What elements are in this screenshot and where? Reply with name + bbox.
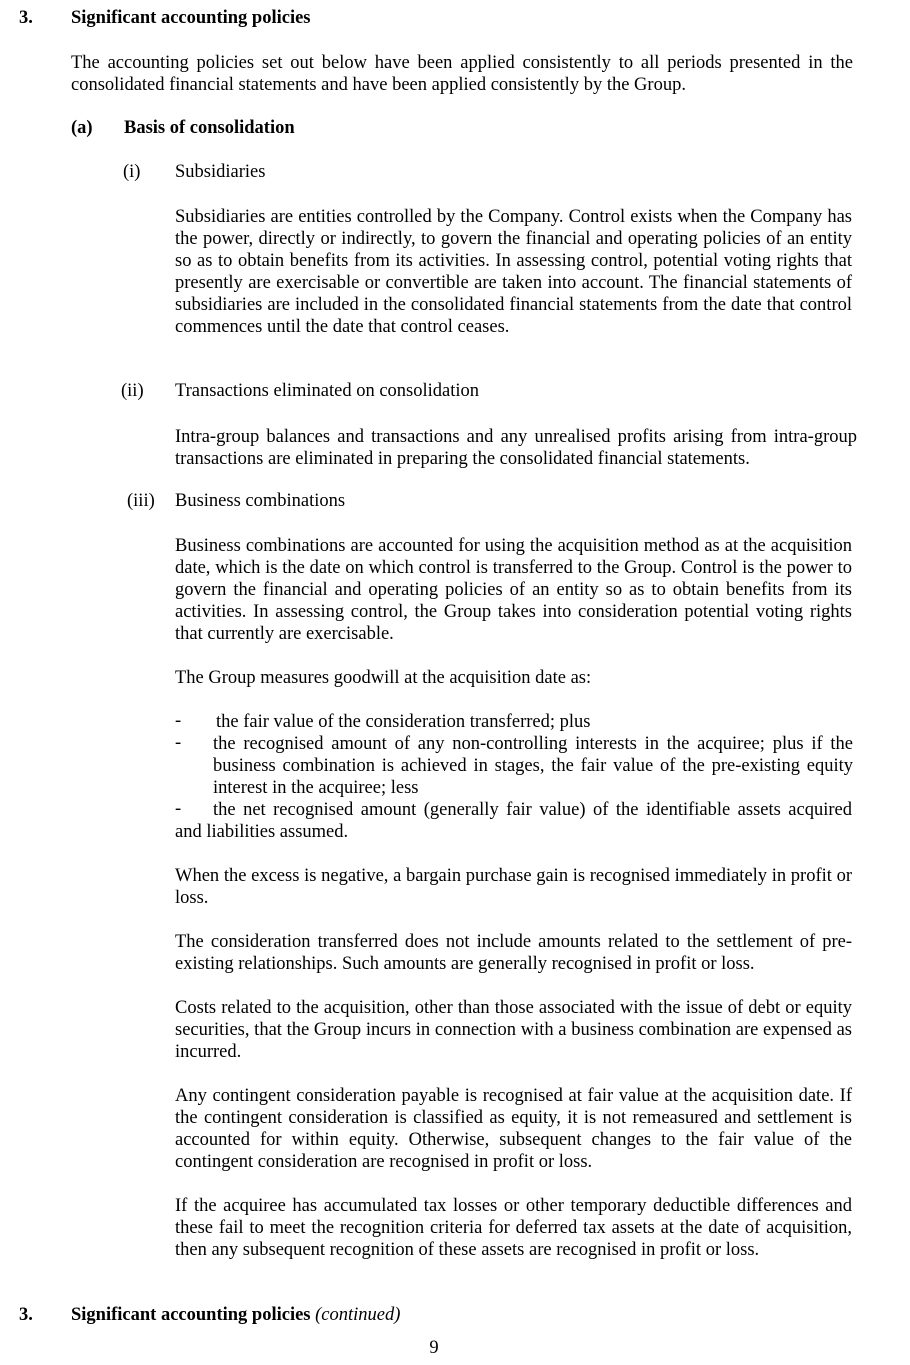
item-iii-title: Business combinations [175, 491, 346, 511]
item-i-body: Subsidiaries are entities controlled by the Company. Control exists when the Company has the power, directly or indirectly, to govern the financial and operating policies of an entity so as to obtain benefits from its activities. In assessing control, potential voting rights that presently are exercisable or convertible are taken into account. The financial statements of subsidiaries are included in the consolidated financial statements from the date that control commences until the date that control ceases. [175, 207, 852, 337]
item-iii-p2: The Group measures goodwill at the acquisition date as: [175, 668, 592, 688]
item-iii-p5: Costs related to the acquisition, other than those associated with the issue of debt or equity securities, that the Group incurs in connection with a business combination are expensed as incurred. [175, 998, 852, 1062]
bullet-item: the recognised amount of any non-controlling interests in the acquiree; plus if the business combination is achieved in stages, the fair value of the pre-existing equity interest in the acquiree; less [213, 734, 853, 798]
item-iii-p1: Business combinations are accounted for using the acquisition method as at the acquisition date, which is the date on which control is transferred to the Group. Control is the power to govern the financial and operating policies of an entity so as to obtain benefits from its activities. In assessing control, the Group takes into consideration potential voting rights that currently are exercisable. [175, 536, 852, 644]
subsection-a-label: (a) [71, 118, 93, 138]
section-intro: The accounting policies set out below have been applied consistently to all periods presented in the consolidated financial statements and have been applied consistently by the Group. [71, 53, 853, 95]
item-iii-p3: When the excess is negative, a bargain purchase gain is recognised immediately in profit or loss. [175, 866, 852, 908]
bullet-dash: - [175, 733, 182, 753]
subsection-a-title: Basis of consolidation [124, 118, 295, 138]
footer-section-number: 3. [19, 1305, 33, 1325]
bullet-dash: - [175, 799, 182, 819]
page-number: 9 [429, 1338, 439, 1358]
item-i-label: (i) [123, 162, 141, 182]
bullet-item: the net recognised amount (generally fair value) of the identifiable assets acquired and liabilities assumed. [175, 800, 852, 842]
item-ii-title: Transactions eliminated on consolidation [175, 381, 480, 401]
item-ii-body: Intra-group balances and transactions and any unrealised profits arising from intra-group transactions are eliminated in preparing the consolidated financial statements. [175, 427, 857, 469]
item-iii-p6: Any contingent consideration payable is recognised at fair value at the acquisition date. If the contingent consideration is classified as equity, it is not remeasured and settlement is accounted for within equity. Otherwise, subsequent changes to the fair value of the contingent consideration are recognised in profit or loss. [175, 1086, 852, 1172]
item-iii-p7: If the acquiree has accumulated tax losses or other temporary deductible differences and these fail to meet the recognition criteria for deferred tax assets at the date of acquisition, then any subsequent recognition of these assets are recognised in profit or loss. [175, 1196, 852, 1260]
footer-section-heading [71, 1305, 400, 1326]
item-iii-p4: The consideration transferred does not include amounts related to the settlement of pre-existing relationships. Such amounts are generally recognised in profit or loss. [175, 932, 852, 974]
bullet-dash: - [175, 711, 182, 731]
bullet-item: the fair value of the consideration transferred; plus [216, 712, 591, 732]
footer-section-suffix: (continued) [315, 1305, 401, 1325]
footer-section-title: Significant accounting policies [71, 1305, 311, 1325]
section-number: 3. [19, 8, 33, 28]
item-iii-label: (iii) [127, 491, 155, 511]
section-title: Significant accounting policies [71, 8, 311, 28]
item-i-title: Subsidiaries [175, 162, 266, 182]
item-ii-label: (ii) [121, 381, 144, 401]
